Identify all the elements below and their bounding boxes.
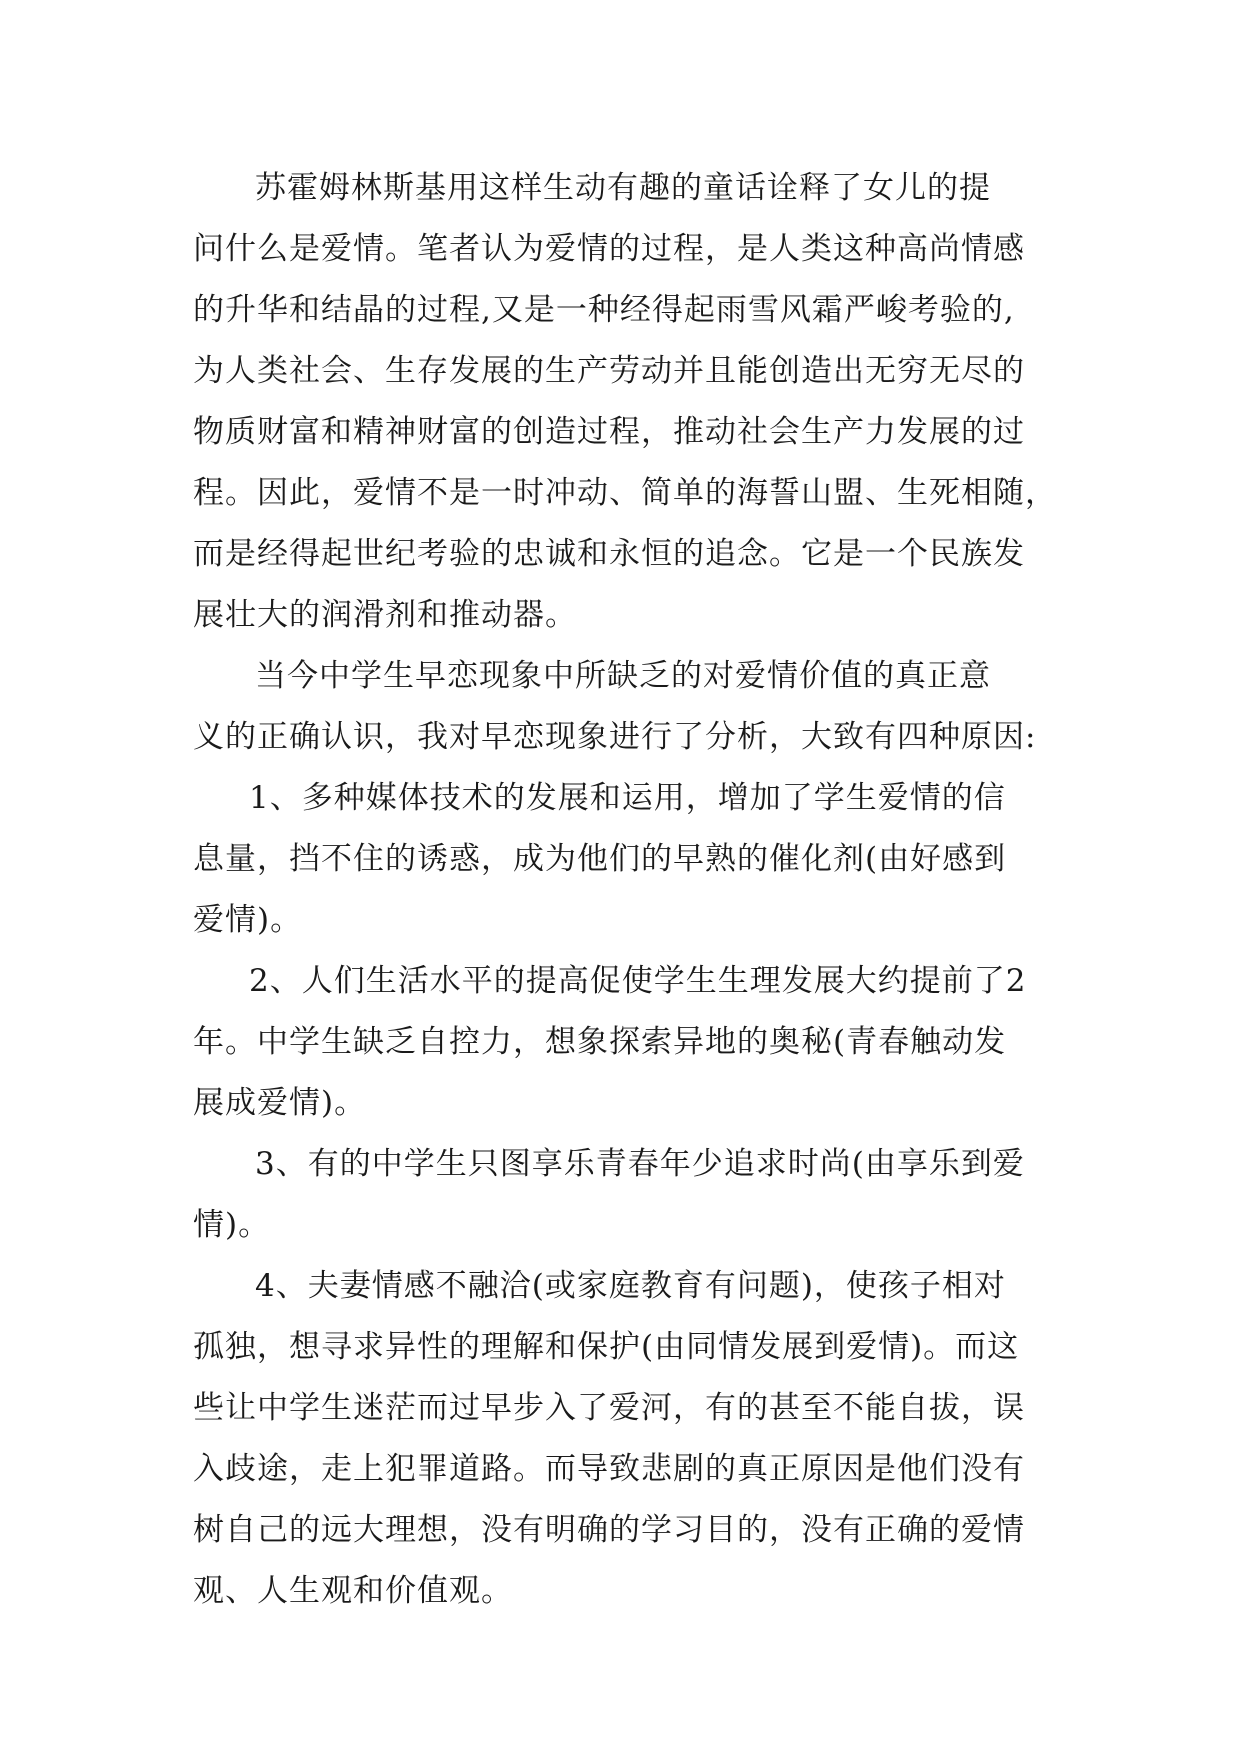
text-line: 4、夫妻情感不融洽(或家庭教育有问题)，使孩子相对 — [255, 1268, 1006, 1304]
text-line: 爱情)。 — [193, 902, 303, 938]
text-line: 程。因此，爱情不是一时冲动、简单的海誓山盟、生死相随， — [193, 475, 1057, 511]
text-line: 1、多种媒体技术的发展和运用，增加了学生爱情的信 — [249, 780, 1006, 816]
text-line: 入歧途，走上犯罪道路。而导致悲剧的真正原因是他们没有 — [193, 1451, 1025, 1487]
text-line: 义的正确认识，我对早恋现象进行了分析，大致有四种原因: — [193, 719, 1037, 755]
text-line: 树自己的远大理想，没有明确的学习目的，没有正确的爱情 — [193, 1512, 1025, 1548]
text-line: 当今中学生早恋现象中所缺乏的对爱情价值的真正意 — [255, 658, 991, 694]
text-line: 孤独，想寻求异性的理解和保护(由同情发展到爱情)。而这 — [193, 1329, 1020, 1365]
text-line: 情)。 — [193, 1207, 271, 1243]
text-line: 的升华和结晶的过程,又是一种经得起雨雪风霜严峻考验的, — [193, 292, 1015, 328]
text-line: 为人类社会、生存发展的生产劳动并且能创造出无穷无尽的 — [193, 353, 1025, 389]
text-line: 问什么是爱情。笔者认为爱情的过程，是人类这种高尚情感 — [193, 231, 1025, 267]
text-line: 2、人们生活水平的提高促使学生生理发展大约提前了2 — [249, 963, 1027, 999]
body-text — [193, 158, 1093, 1622]
text-line: 而是经得起世纪考验的忠诚和永恒的追念。它是一个民族发 — [193, 536, 1025, 572]
text-line: 展壮大的润滑剂和推动器。 — [193, 597, 577, 633]
text-line: 观、人生观和价值观。 — [193, 1573, 513, 1609]
text-line: 年。中学生缺乏自控力，想象探索异地的奥秘(青春触动发 — [193, 1024, 1007, 1060]
text-line: 息量，挡不住的诱惑，成为他们的早熟的催化剂(由好感到 — [193, 841, 1007, 877]
text-line: 苏霍姆林斯基用这样生动有趣的童话诠释了女儿的提 — [255, 170, 991, 206]
text-line: 3、有的中学生只图享乐青春年少追求时尚(由享乐到爱 — [255, 1146, 1025, 1182]
text-line: 展成爱情)。 — [193, 1085, 367, 1121]
text-line: 些让中学生迷茫而过早步入了爱河，有的甚至不能自拔，误 — [193, 1390, 1025, 1426]
text-line: 物质财富和精神财富的创造过程，推动社会生产力发展的过 — [193, 414, 1025, 450]
